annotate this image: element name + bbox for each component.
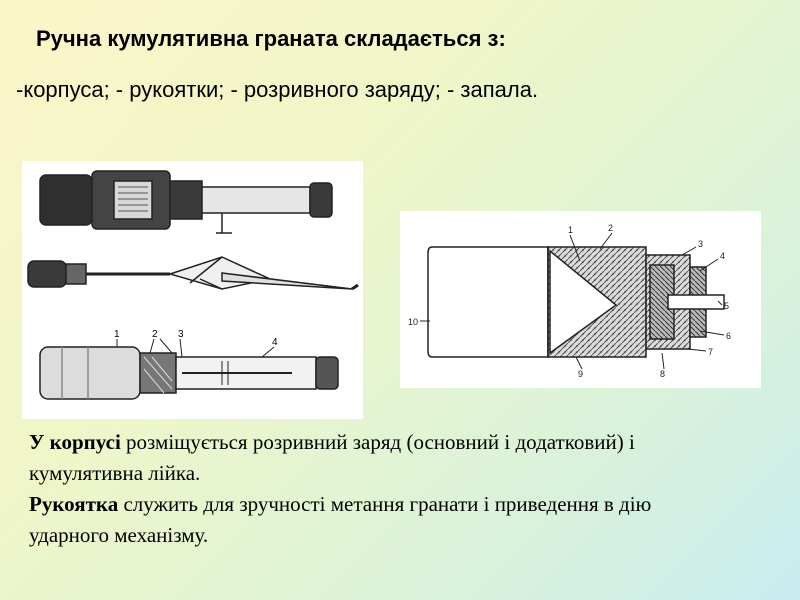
left-callout-3: 3 (178, 329, 184, 340)
right-callout-6: 6 (726, 331, 732, 341)
left-callout-2: 2 (152, 329, 158, 340)
charge-body (428, 247, 724, 357)
right-callout-10: 10 (408, 317, 419, 327)
right-callout-8: 8 (660, 369, 666, 379)
body-paragraph (29, 427, 729, 489)
grenade-assembled-drawing (40, 171, 332, 233)
slide-title: Ручна кумулятивна граната складається з: (36, 26, 506, 51)
body-term: У корпусі (29, 430, 121, 454)
grenade-drawings-figure (22, 161, 363, 419)
handle-paragraph (29, 489, 729, 551)
body-text: розміщується розривний заряд (основний і додатковий) і кумулятивна лійка. (29, 430, 635, 485)
description (29, 427, 729, 551)
right-callout-9: 9 (578, 369, 584, 379)
charge-section-drawing (400, 211, 761, 388)
right-callout-7: 7 (708, 347, 714, 357)
parts-list: -корпуса; - рукоятки; - розривного заряду; - запала. (16, 77, 539, 102)
right-callout-4: 4 (720, 251, 726, 261)
handle-text: служить для зручності метання гранати і приведення в дію ударного механізму. (29, 492, 652, 547)
charge-section-figure (400, 211, 761, 388)
grenade-section-drawing (40, 339, 338, 399)
right-callout-2: 2 (608, 223, 614, 233)
handle-term: Рукоятка (29, 492, 119, 516)
right-callout-1: 1 (568, 225, 574, 235)
right-callout-5: 5 (724, 301, 730, 311)
left-callout-4: 4 (272, 337, 278, 348)
grenade-drawings (22, 161, 363, 419)
grenade-stabilizer-drawing (28, 257, 358, 289)
right-callout-3: 3 (698, 239, 704, 249)
left-callout-1: 1 (114, 329, 120, 340)
